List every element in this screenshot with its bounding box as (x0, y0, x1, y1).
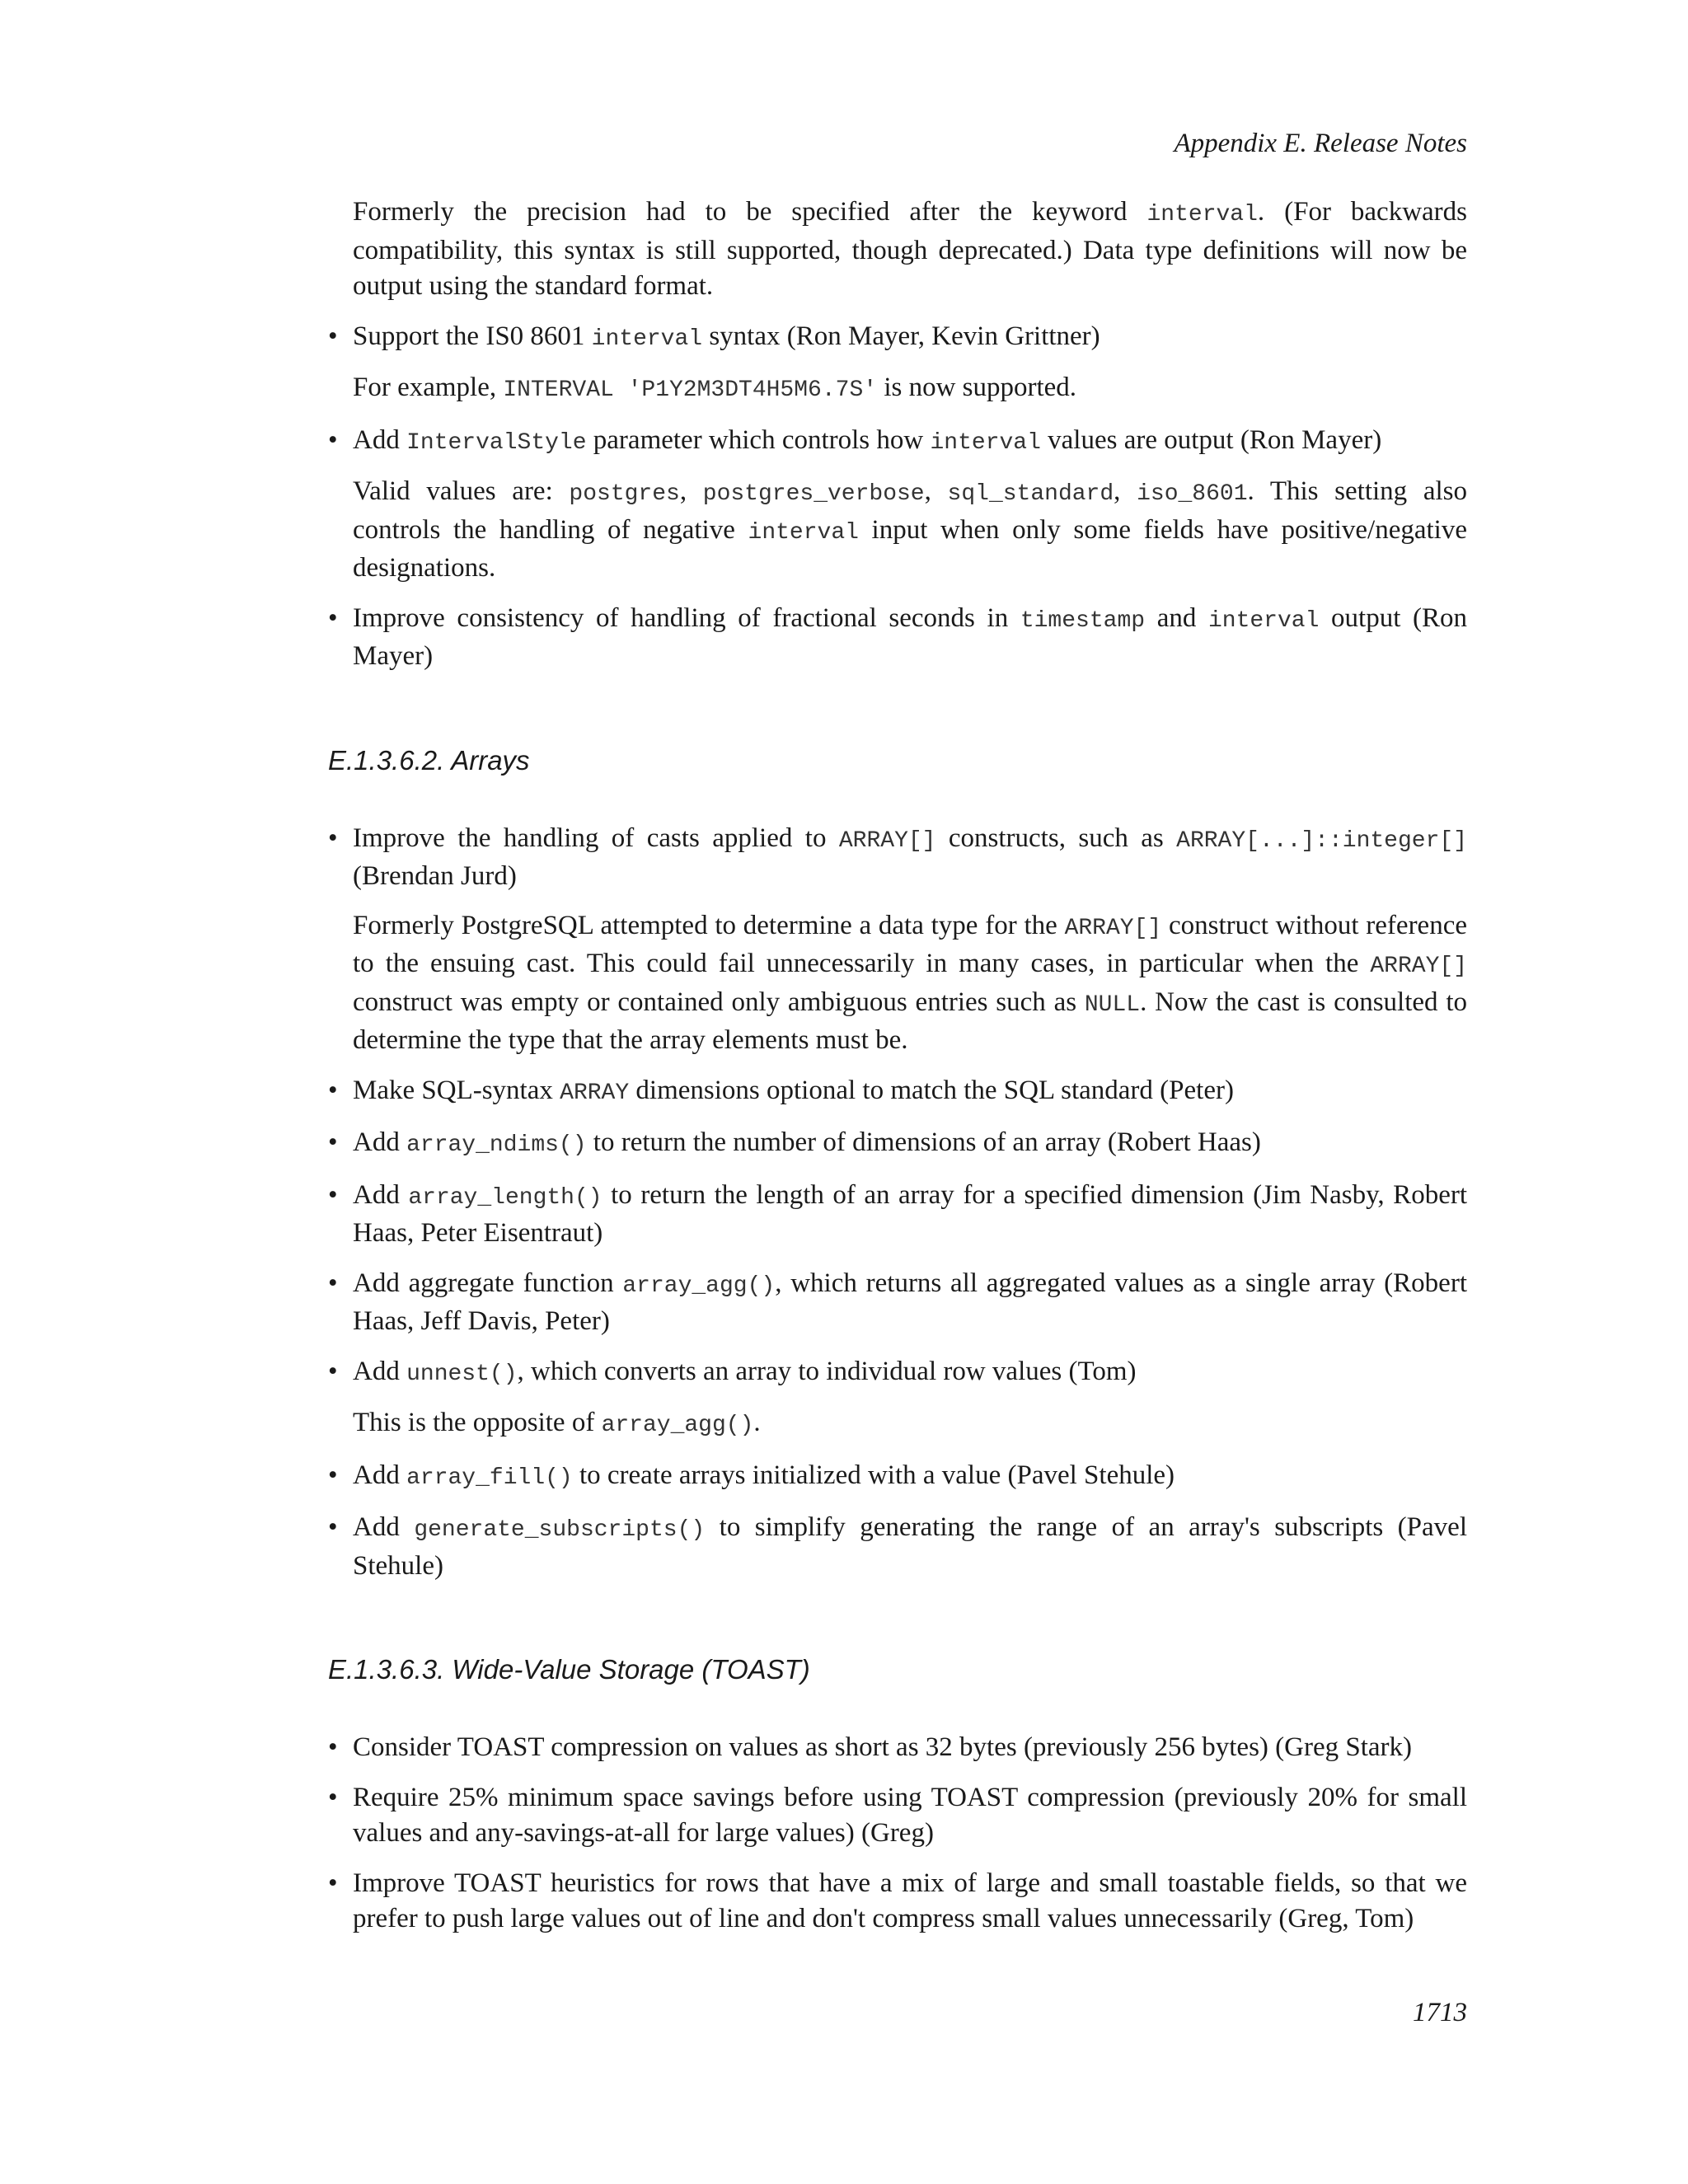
code-literal: ARRAY[] (1064, 915, 1162, 941)
code-literal: array_fill() (406, 1465, 573, 1491)
code-literal: ARRAY (560, 1080, 630, 1106)
bullet-icon: • (328, 424, 338, 455)
bullet-icon: • (328, 1512, 338, 1542)
code-literal: iso_8601 (1137, 481, 1248, 507)
code-literal: array_agg() (601, 1413, 754, 1438)
running-header: Appendix E. Release Notes (1174, 129, 1467, 158)
code-literal: timestamp (1020, 607, 1146, 634)
code-literal: NULL (1084, 991, 1141, 1018)
code-literal: postgres (569, 481, 680, 507)
bullet-icon: • (328, 1732, 338, 1762)
list-item-note: Valid values are: postgres, postgres_verbose, sql_standard, iso_8601. This setting also controls the handling of negative interval input when only some fields have positive/negative designations. (353, 476, 1467, 583)
list-item: • Make SQL-syntax ARRAY dimensions optional to match the SQL standard (Peter) (328, 1073, 1467, 1112)
list-item: • Consider TOAST compression on values as short as 32 bytes (previously 256 bytes) (Greg Stark) (328, 1730, 1467, 1766)
list-item: • Add generate_subscripts() to simplify generating the range of an array's subscripts (Pavel Stehule) (328, 1510, 1467, 1584)
bullet-icon: • (328, 1460, 338, 1490)
page-number: 1713 (1413, 1998, 1467, 2027)
code-literal: IntervalStyle (406, 429, 587, 456)
code-literal: interval (1207, 607, 1320, 634)
interval-precision-note (328, 194, 1467, 305)
bullet-icon: • (328, 1127, 338, 1157)
text-run: Formerly the precision had to be specified after the keyword (353, 197, 1147, 227)
list-item: • Require 25% minimum space savings before using TOAST compression (previously 20% for small values and any-savings-at-all for large values) (Greg) (328, 1780, 1467, 1852)
bullet-icon: • (328, 1782, 338, 1812)
code-literal: interval (930, 429, 1041, 456)
code-literal: ARRAY[] (838, 827, 936, 854)
code-literal: ARRAY[] (1370, 954, 1467, 979)
list-item-note: This is the opposite of array_agg(). (353, 1408, 761, 1438)
bullet-icon: • (328, 602, 338, 633)
code-literal: postgres_verbose (702, 481, 925, 507)
bullet-icon: • (328, 1356, 338, 1386)
list-item: • Support the IS0 8601 interval syntax (Ron Mayer, Kevin Grittner) (328, 319, 1467, 358)
code-literal: INTERVAL 'P1Y2M3DT4H5M6.7S' (503, 377, 878, 403)
list-item: • Add array_fill() to create arrays initialized with a value (Pavel Stehule) (328, 1458, 1467, 1497)
text-run: . (For backwards compatibility, this syntax is still supported, though deprecated.) Data type definitions will now be output using the standard format. (353, 197, 1468, 301)
bullet-icon: • (328, 1075, 338, 1105)
bullet-icon: • (328, 1179, 338, 1210)
code-literal: array_length() (408, 1184, 603, 1211)
code-literal: interval (1146, 202, 1258, 227)
bullet-icon: • (328, 1268, 338, 1298)
list-item: • Add IntervalStyle parameter which controls how interval values are output (Ron Mayer) (328, 423, 1467, 462)
bullet-icon: • (328, 321, 338, 351)
code-literal: unnest() (406, 1361, 518, 1387)
code-literal: generate_subscripts() (414, 1517, 706, 1543)
bullet-icon: • (328, 823, 338, 853)
list-item-note: Formerly PostgreSQL attempted to determine a data type for the ARRAY[] construct without reference to the ensuing cast. This could fail unnecessarily in many cases, in particular when the ARRAY[] construct was empty or contained only ambiguous entries such as NULL. Now the cast is consulted to determine the type that the array elements must be. (353, 910, 1467, 1055)
section-heading-toast: E.1.3.6.3. Wide-Value Storage (TOAST) (328, 1654, 810, 1685)
code-literal: sql_standard (947, 481, 1114, 507)
bullet-icon: • (328, 1868, 338, 1898)
code-literal: interval (748, 519, 859, 546)
list-item: • Add array_ndims() to return the number of dimensions of an array (Robert Haas) (328, 1125, 1467, 1164)
code-literal: array_agg() (622, 1272, 776, 1299)
code-literal: ARRAY[...]::integer[] (1176, 827, 1467, 854)
list-item: • Add aggregate function array_agg(), which returns all aggregated values as a single array (Robert Haas, Jeff Davis, Peter) (328, 1266, 1467, 1340)
list-item: • Improve TOAST heuristics for rows that have a mix of large and small toastable fields, so that we prefer to push large values out of line and don't compress small values unnecessarily (Greg, Tom) (328, 1866, 1467, 1938)
list-item: • Add array_length() to return the length of an array for a specified dimension (Jim Nasby, Robert Haas, Peter Eisentraut) (328, 1178, 1467, 1252)
list-item-note: For example, INTERVAL 'P1Y2M3DT4H5M6.7S' is now supported. (353, 373, 1077, 403)
list-item: • Add unnest(), which converts an array to individual row values (Tom) (328, 1354, 1467, 1393)
code-literal: array_ndims() (406, 1132, 587, 1158)
code-literal: interval (591, 326, 703, 352)
list-item: • Improve the handling of casts applied to ARRAY[] constructs, such as ARRAY[...]::integer[] (Brendan Jurd) (328, 821, 1467, 895)
page-content (328, 194, 1467, 1938)
section-heading-arrays: E.1.3.6.2. Arrays (328, 744, 530, 776)
list-item: • Improve consistency of handling of fractional seconds in timestamp and interval output (Ron Mayer) (328, 601, 1467, 675)
